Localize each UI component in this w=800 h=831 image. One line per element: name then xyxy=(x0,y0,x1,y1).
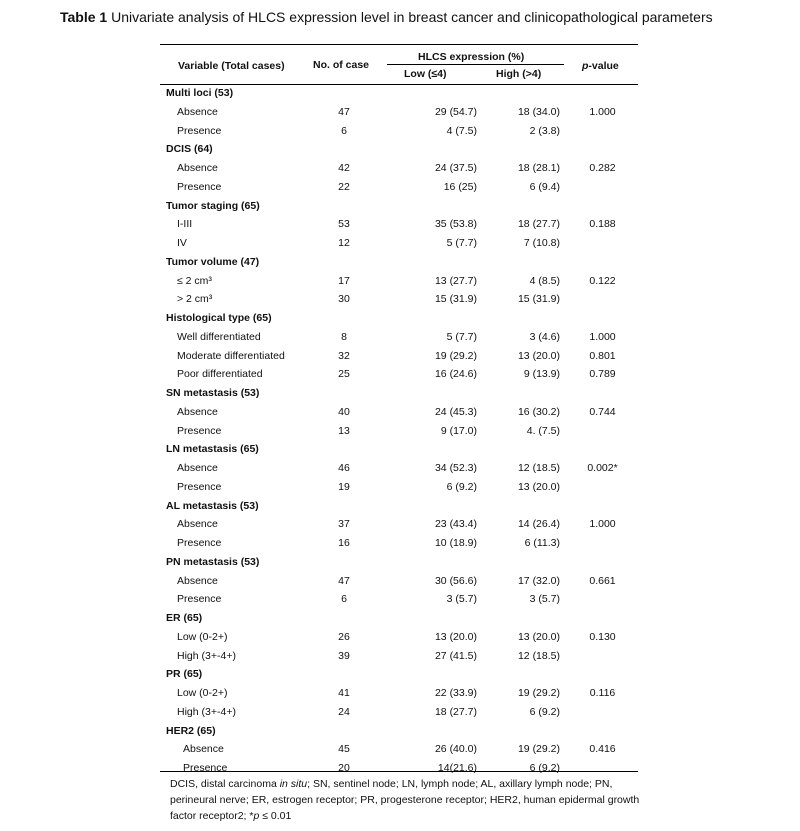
cell-cases: 47 xyxy=(338,574,350,587)
table-row xyxy=(160,103,638,121)
table-row xyxy=(160,647,638,665)
cell-low: 18 (27.7) xyxy=(434,705,477,718)
header-expression: HLCS expression (%) xyxy=(418,51,525,63)
cell-high: 3 (5.7) xyxy=(529,593,560,606)
cell-p-value: 0.661 xyxy=(589,574,616,587)
cell-high: 12 (18.5) xyxy=(517,649,560,662)
cell-p-value: 0.122 xyxy=(589,274,616,287)
cell-low: 6 (9.2) xyxy=(446,480,477,493)
cell-high: 13 (20.0) xyxy=(517,349,560,362)
table-row xyxy=(160,290,638,308)
cell-high: 19 (29.2) xyxy=(517,687,560,699)
row-label: PR (65) xyxy=(166,668,203,681)
row-label: HER2 (65) xyxy=(166,724,216,737)
row-label: Absence xyxy=(183,743,224,756)
table-row xyxy=(160,328,638,346)
cell-cases: 16 xyxy=(338,537,350,549)
row-label: > 2 cm³ xyxy=(177,293,213,306)
header-p-italic: p xyxy=(582,60,589,72)
table-row xyxy=(160,234,638,252)
row-label: AL metastasis (53) xyxy=(166,499,259,512)
cell-low: 26 (40.0) xyxy=(434,743,477,756)
row-label: Presence xyxy=(177,424,222,437)
row-label: LN metastasis (65) xyxy=(166,443,259,456)
row-label: Tumor staging (65) xyxy=(166,199,260,212)
cell-low: 14(21.6) xyxy=(437,762,477,774)
cell-high: 13 (20.0) xyxy=(517,630,560,643)
expression-rule xyxy=(387,64,564,65)
cell-cases: 32 xyxy=(338,349,350,362)
table-row xyxy=(160,590,638,608)
group-row xyxy=(160,384,638,402)
cell-high: 12 (18.5) xyxy=(517,462,560,474)
row-label: SN metastasis (53) xyxy=(166,387,260,399)
header-low: Low (≤4) xyxy=(404,68,447,80)
cell-high: 6 (9.4) xyxy=(529,180,560,193)
cell-cases: 47 xyxy=(338,105,350,118)
cell-cases: 22 xyxy=(338,180,350,193)
table-label: Table 1 xyxy=(60,9,108,25)
cell-high: 18 (27.7) xyxy=(517,218,560,231)
cell-low: 27 (41.5) xyxy=(434,649,477,662)
row-label: Presence xyxy=(177,180,222,193)
table-row xyxy=(160,347,638,365)
cell-cases: 12 xyxy=(338,237,350,249)
row-label: DCIS (64) xyxy=(166,143,213,156)
row-label: Absence xyxy=(177,574,218,587)
cell-high: 15 (31.9) xyxy=(517,293,560,306)
group-row xyxy=(160,609,638,627)
cell-high: 14 (26.4) xyxy=(517,518,560,531)
cell-low: 3 (5.7) xyxy=(446,593,477,606)
cell-cases: 26 xyxy=(338,630,350,643)
header-high: High (>4) xyxy=(496,68,542,80)
cell-cases: 6 xyxy=(341,124,347,137)
table-row xyxy=(160,272,638,290)
table-row xyxy=(160,422,638,440)
row-label: I-III xyxy=(177,218,193,231)
cell-p-value: 0.116 xyxy=(589,687,616,699)
row-label: Presence xyxy=(177,593,222,606)
cell-low: 13 (27.7) xyxy=(434,274,477,287)
cell-cases: 37 xyxy=(338,518,350,531)
cell-p-value: 0.002* xyxy=(587,462,618,474)
top-rule xyxy=(160,44,638,45)
row-label: Presence xyxy=(183,762,228,774)
table-row xyxy=(160,159,638,177)
cell-cases: 45 xyxy=(338,743,350,756)
table-row xyxy=(160,403,638,421)
group-row xyxy=(160,665,638,683)
table-row xyxy=(160,215,638,233)
cell-high: 6 (11.3) xyxy=(524,537,560,549)
cell-cases: 13 xyxy=(338,424,350,437)
cell-high: 18 (28.1) xyxy=(517,162,560,174)
cell-cases: 6 xyxy=(341,593,347,606)
cell-low: 29 (54.7) xyxy=(434,105,477,118)
cell-p-value: 0.188 xyxy=(589,218,616,231)
group-row xyxy=(160,84,638,102)
footnote-part2: ; SN, sentinel node; LN, lymph node; AL, axillary lymph node; PN, perineural nerve; ER, estrogen receptor; PR, progesterone receptor; HER2, human epidermal growth factor receptor2; * xyxy=(170,778,640,822)
group-row xyxy=(160,197,638,215)
cell-p-value: 0.801 xyxy=(589,349,616,362)
header-p-value xyxy=(582,60,619,72)
cell-p-value: 0.744 xyxy=(589,405,616,418)
row-label: Low (0-2+) xyxy=(177,687,228,699)
cell-cases: 25 xyxy=(338,368,350,381)
footnote-part1: DCIS, distal carcinoma xyxy=(170,778,280,790)
row-label: Tumor volume (47) xyxy=(166,255,260,268)
cell-high: 9 (13.9) xyxy=(523,368,560,381)
cell-low: 16 (25) xyxy=(443,180,477,193)
table-row xyxy=(160,459,638,477)
table-row xyxy=(160,740,638,758)
table-row xyxy=(160,478,638,496)
cell-cases: 40 xyxy=(338,405,350,418)
header-variable: Variable (Total cases) xyxy=(178,60,285,72)
cell-low: 23 (43.4) xyxy=(434,518,477,531)
table-row xyxy=(160,759,638,777)
cell-cases: 20 xyxy=(338,762,350,774)
cell-low: 30 (56.6) xyxy=(434,574,477,587)
row-label: Well differentiated xyxy=(177,330,261,343)
group-row xyxy=(160,553,638,571)
header-cases: No. of case xyxy=(313,59,370,71)
row-label: Absence xyxy=(177,518,218,531)
cell-high: 16 (30.2) xyxy=(517,405,560,418)
row-label: Absence xyxy=(177,105,218,118)
group-row xyxy=(160,309,638,327)
cell-high: 18 (34.0) xyxy=(517,105,560,118)
cell-low: 9 (17.0) xyxy=(440,424,477,437)
cell-high: 2 (3.8) xyxy=(529,124,560,137)
header-p-rest: -value xyxy=(588,60,619,72)
cell-low: 24 (45.3) xyxy=(434,405,477,418)
group-row xyxy=(160,497,638,515)
cell-p-value: 0.130 xyxy=(589,630,616,643)
row-label: Absence xyxy=(177,405,218,418)
cell-high: 6 (9.2) xyxy=(529,762,560,774)
table-row xyxy=(160,534,638,552)
cell-low: 22 (33.9) xyxy=(434,687,477,699)
table-row xyxy=(160,572,638,590)
row-label: ≤ 2 cm³ xyxy=(177,274,212,287)
row-label: Presence xyxy=(177,124,222,137)
cell-cases: 46 xyxy=(338,462,350,474)
cell-low: 5 (7.7) xyxy=(446,237,477,249)
cell-high: 4 (8.5) xyxy=(529,274,560,287)
bottom-rule xyxy=(160,771,638,772)
cell-low: 35 (53.8) xyxy=(434,218,477,231)
table-row xyxy=(160,628,638,646)
cell-high: 17 (32.0) xyxy=(517,574,560,587)
row-label: Low (0-2+) xyxy=(177,630,228,643)
cell-cases: 39 xyxy=(338,649,350,662)
cell-high: 19 (29.2) xyxy=(517,743,560,756)
row-label: High (3+-4+) xyxy=(177,705,236,718)
cell-low: 34 (52.3) xyxy=(434,462,477,474)
cell-low: 10 (18.9) xyxy=(434,537,477,549)
group-row xyxy=(160,722,638,740)
cell-cases: 30 xyxy=(338,293,350,306)
row-label: Absence xyxy=(177,162,218,174)
cell-p-value: 1.000 xyxy=(589,105,616,118)
row-label: Presence xyxy=(177,480,222,493)
table-title: Univariate analysis of HLCS expression level in breast cancer and clinicopathological parameters xyxy=(111,9,713,25)
cell-cases: 42 xyxy=(338,162,350,174)
cell-cases: 17 xyxy=(338,274,350,287)
cell-low: 19 (29.2) xyxy=(434,349,477,362)
table-footnote xyxy=(170,776,640,824)
cell-p-value: 1.000 xyxy=(589,330,616,343)
cell-cases: 41 xyxy=(338,687,350,699)
table-row xyxy=(160,684,638,702)
cell-p-value: 0.789 xyxy=(589,368,616,381)
cell-low: 5 (7.7) xyxy=(446,330,477,343)
cell-p-value: 0.282 xyxy=(589,162,616,174)
cell-high: 6 (9.2) xyxy=(529,705,560,718)
cell-cases: 8 xyxy=(341,330,347,343)
table-row xyxy=(160,178,638,196)
footnote-italic: in situ xyxy=(279,778,308,790)
cell-cases: 53 xyxy=(338,218,350,231)
cell-high: 7 (10.8) xyxy=(523,237,560,249)
cell-low: 16 (24.6) xyxy=(434,368,477,381)
table-row xyxy=(160,122,638,140)
row-label: Moderate differentiated xyxy=(177,349,285,362)
cell-low: 4 (7.5) xyxy=(446,124,477,137)
cell-high: 3 (4.6) xyxy=(529,330,560,343)
row-label: High (3+-4+) xyxy=(177,649,236,662)
table-row xyxy=(160,515,638,533)
row-label: Histological type (65) xyxy=(166,312,272,324)
footnote-p: p xyxy=(253,810,260,822)
group-row xyxy=(160,440,638,458)
row-label: Presence xyxy=(177,537,222,549)
group-row xyxy=(160,140,638,158)
cell-low: 15 (31.9) xyxy=(434,293,477,306)
cell-high: 13 (20.0) xyxy=(517,480,560,493)
cell-high: 4. (7.5) xyxy=(526,424,560,437)
cell-cases: 24 xyxy=(338,705,350,718)
cell-p-value: 1.000 xyxy=(589,518,616,531)
cell-p-value: 0.416 xyxy=(589,743,616,756)
row-label: Multi loci (53) xyxy=(166,87,234,99)
group-row xyxy=(160,253,638,271)
table-row xyxy=(160,703,638,721)
row-label: IV xyxy=(177,237,187,249)
row-label: ER (65) xyxy=(166,612,203,624)
row-label: PN metastasis (53) xyxy=(166,555,260,568)
cell-cases: 19 xyxy=(338,480,350,493)
row-label: Poor differentiated xyxy=(177,368,263,381)
cell-low: 13 (20.0) xyxy=(434,630,477,643)
row-label: Absence xyxy=(177,462,218,474)
table-row xyxy=(160,365,638,383)
footnote-part3: ≤ 0.01 xyxy=(259,810,292,822)
cell-low: 24 (37.5) xyxy=(434,162,477,174)
table-caption xyxy=(60,9,713,25)
